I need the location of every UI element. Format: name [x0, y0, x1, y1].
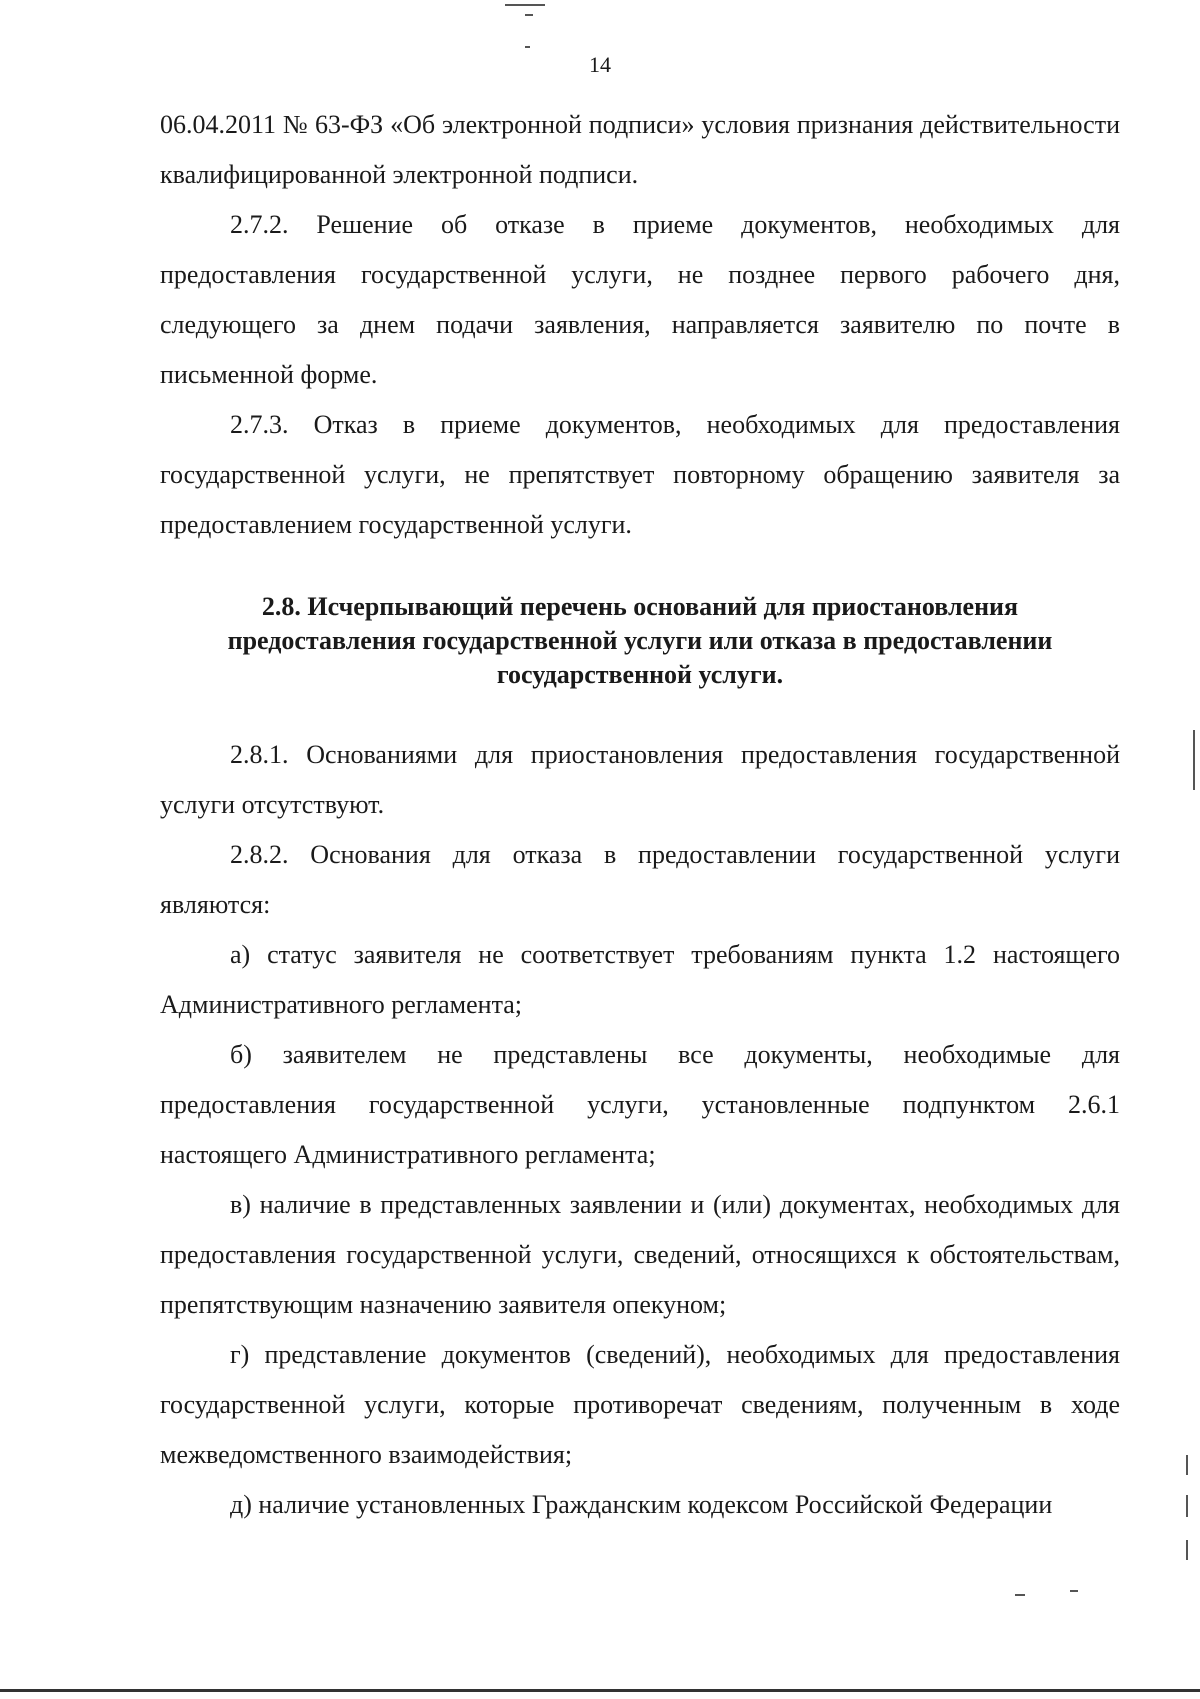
scan-artifact-right-2 — [1186, 1455, 1188, 1475]
paragraph-2-7-3: 2.7.3. Отказ в приеме документов, необходимых для предоставления государственной услуги, не препятствует повторному обращению заявителя за предоставлением государственной услуги. — [160, 410, 1120, 539]
heading-line-1: 2.8. Исчерпывающий перечень оснований для приостановления — [261, 592, 1019, 621]
top-text-block — [160, 100, 1120, 550]
scan-artifact-right-4 — [1186, 1540, 1188, 1560]
list-item-v: в) наличие в представленных заявлении и (или) документах, необходимых для предоставления государственной услуги, сведений, относящихся к обстоятельствам, препятствующим назначению заявителя опекуном; — [160, 1190, 1120, 1319]
paragraph-2-8-1: 2.8.1. Основаниями для приостановления предоставления государственной услуги отсутствуют. — [160, 740, 1120, 819]
scan-artifact-bottom-1 — [1015, 1594, 1025, 1596]
scan-artifact-bottom-2 — [1070, 1590, 1078, 1592]
scan-artifact-right-1 — [1193, 730, 1195, 790]
list-item-b: б) заявителем не представлены все документы, необходимые для предоставления государственной услуги, установленные подпунктом 2.6.1 настоящего Административного регламента; — [160, 1040, 1120, 1169]
list-item-a: а) статус заявителя не соответствует требованиям пункта 1.2 настоящего Административного регламента; — [160, 940, 1120, 1019]
scan-artifact-right-3 — [1186, 1495, 1188, 1517]
list-item-g: г) представление документов (сведений), необходимых для предоставления государственной услуги, которые противоречат сведениям, полученным в ходе межведомственного взаимодействия; — [160, 1340, 1120, 1469]
paragraph-continuation: 06.04.2011 № 63-ФЗ «Об электронной подписи» условия признания действительности квалифицированной электронной подписи. — [160, 110, 1120, 189]
heading-line-3: государственной услуги. — [496, 660, 784, 689]
scan-artifact-top-dot-2 — [525, 46, 530, 48]
list-item-d: д) наличие установленных Гражданским кодексом Российской Федерации — [230, 1490, 1053, 1519]
bottom-text-block — [160, 730, 1120, 1530]
heading-line-2: предоставления государственной услуги или отказа в предоставлении — [227, 626, 1053, 655]
scan-artifact-top-dot — [525, 14, 533, 16]
paragraph-2-8-2: 2.8.2. Основания для отказа в предоставлении государственной услуги являются: — [160, 840, 1120, 919]
scan-artifact-top — [505, 4, 545, 6]
paragraph-2-7-2: 2.7.2. Решение об отказе в приеме документов, необходимых для предоставления государственной услуги, не позднее первого рабочего дня, следующего за днем подачи заявления, направляется заявителю по почте в письменной форме. — [160, 210, 1120, 389]
section-heading-2-8 — [170, 590, 1110, 692]
page-number: 14 — [589, 52, 611, 77]
bottom-scan-edge — [0, 1689, 1200, 1692]
